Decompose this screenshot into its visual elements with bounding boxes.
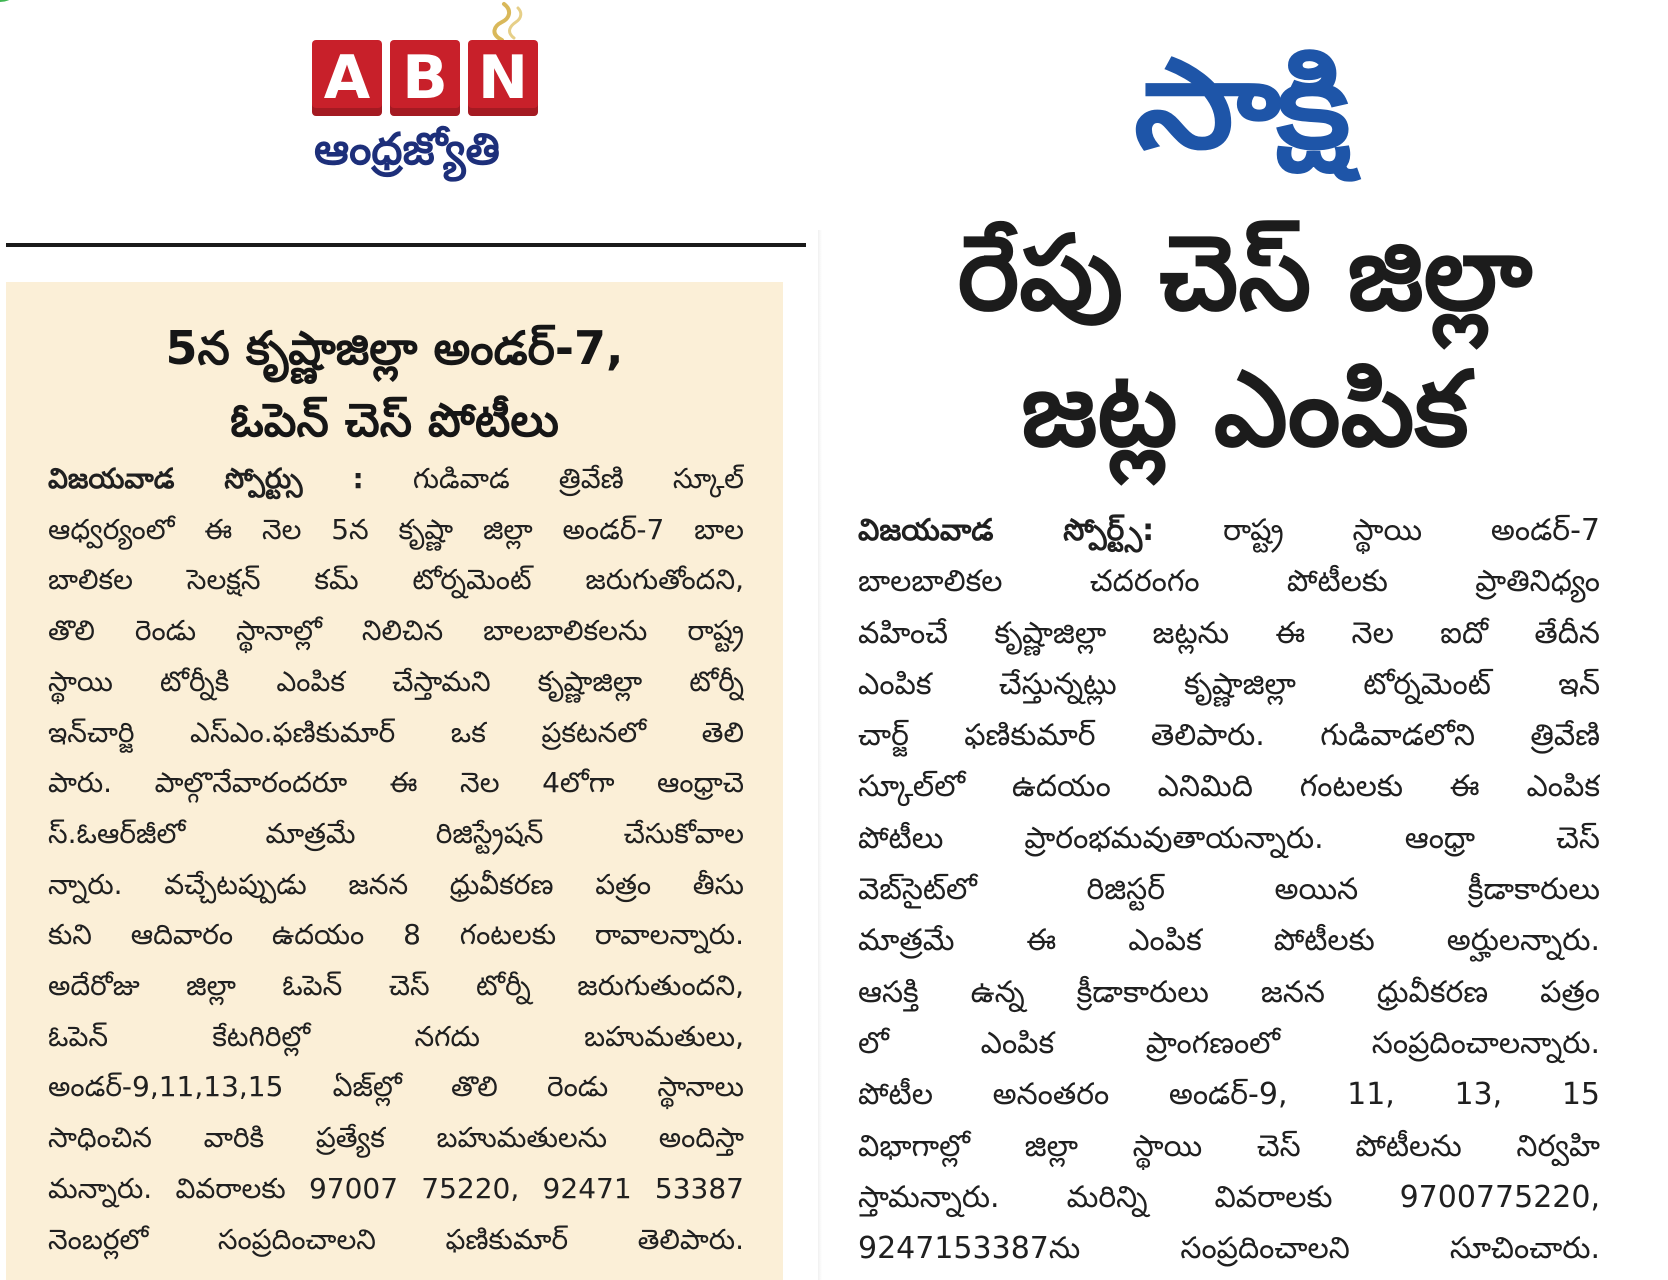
sakshi-body-line: స్కూల్‌లో ఉదయం ఎనిమిది గంటలకు ఈ ఎంపిక (858, 769, 1600, 805)
sakshi-article-body (858, 505, 1600, 1274)
abn-body-line: న్నారు. వచ్చేటప్పుడు జనన ధ్రువీకరణ పత్రం తీసు (48, 867, 744, 901)
abn-masthead-subtitle: ఆంధ్రజ్యోతి (314, 124, 500, 175)
cup-steam-icon (472, 0, 532, 42)
abn-body-line: సాధించిన వారికి ప్రత్యేక బహుమతులను అందిస్తా (48, 1121, 744, 1155)
sakshi-body-line: పోటీల అనంతరం అండర్‌-9, 11, 13, 15 (858, 1077, 1600, 1113)
sakshi-body-line: ఎంపిక చేస్తున్నట్లు కృష్ణాజిల్లా టోర్నమెంట్‌ ఇన్‌ (858, 666, 1600, 702)
abn-body-line: ఆధ్వర్యంలో ఈ నెల 5న కృష్ణా జిల్లా అండర్‌-7 బాల (48, 512, 744, 546)
sakshi-body-line: 9247153387ను సంప్రదించాలని సూచించారు. (858, 1231, 1600, 1267)
sakshi-body-line: విజయవాడ స్పోర్ట్స్‌: రాష్ట్ర స్థాయి అండర్‌-7 (858, 513, 1600, 548)
abn-body-line: కుని ఆదివారం ఉదయం 8 గంటలకు రావాలన్నారు. (48, 918, 744, 952)
abn-headline (6, 312, 783, 456)
abn-andhrajyothy-logo (312, 0, 552, 190)
abn-body-line: ఓపెన్‌ కేటగిరిల్లో నగదు బహుమతులు, (48, 1019, 744, 1053)
sakshi-headline-line-2: జట్ల ఎంపిక (1021, 348, 1469, 470)
abn-body-line: విజయవాడ స్పోర్ట్సు : గుడివాడ త్రివేణి స్కూల్‌ (48, 462, 744, 495)
sakshi-body-line: బాలబాలికల చదరంగం పోటీలకు ప్రాతినిధ్యం (858, 564, 1600, 600)
masthead-divider (6, 243, 806, 247)
abn-body-line: అదేరోజు జిల్లా ఓపెన్‌ చెస్‌ టోర్నీ జరుగుతుందని, (48, 969, 744, 1003)
sakshi-body-line: పోటీలు ప్రారంభమవుతాయన్నారు. ఆంధ్రా చెస్‌ (858, 820, 1600, 856)
sakshi-body-line: వెబ్‌సైట్‌లో రిజిస్టర్‌ అయిన క్రీడాకారులు (858, 872, 1600, 908)
abn-article-body (48, 454, 744, 1265)
column-separator (818, 230, 822, 1280)
abn-letter-boxes (312, 40, 538, 116)
abn-article (6, 282, 783, 1280)
sakshi-headline (830, 205, 1660, 477)
sakshi-logo: సాక్షి (1133, 33, 1347, 177)
abn-dateline: విజయవాడ స్పోర్ట్సు : (48, 462, 364, 495)
abn-body-line: నెంబర్లలో సంప్రదించాలని ఫణికుమార్‌ తెలిపారు. (48, 1222, 744, 1256)
sakshi-body-line: వహించే కృష్ణాజిల్లా జట్లను ఈ నెల ఐదో తేదీన (858, 615, 1600, 651)
abn-body-line: ఇన్‌చార్జి ఎస్‌ఎం.ఫణికుమార్‌ ఒక ప్రకటనలో తెలి (48, 715, 744, 749)
corner-badge (0, 0, 22, 2)
abn-body-line: స్‌.ఓఆర్‌జీలో మాత్రమే రిజిస్ట్రేషన్‌ చేసుకోవాల (48, 816, 744, 850)
abn-letter-b: B (390, 40, 460, 116)
sakshi-body-line: మాత్రమే ఈ ఎంపిక పోటీలకు అర్హులన్నారు. (858, 923, 1600, 959)
abn-body-line: బాలికల సెలక్షన్‌ కమ్‌ టోర్నమెంట్‌ జరుగుతోందని, (48, 563, 744, 597)
sakshi-body-line: ఆసక్తి ఉన్న క్రీడాకారులు జనన ధ్రువీకరణ పత్రం (858, 974, 1600, 1010)
abn-body-line: మన్నారు. వివరాలకు 97007 75220, 92471 53387 (48, 1171, 744, 1205)
abn-letter-a: A (312, 40, 382, 116)
sakshi-body-line: చార్జ్‌ ఫణికుమార్‌ తెలిపారు. గుడివాడలోని త్రివేణి (858, 718, 1600, 754)
sakshi-body-line: విభాగాల్లో జిల్లా స్థాయి చెస్‌ పోటీలను నిర్వహి (858, 1128, 1600, 1164)
abn-headline-line-1: 5న కృష్ణాజిల్లా అండర్‌-7, (165, 321, 624, 375)
abn-body-line: స్థాయి టోర్నీకి ఎంపిక చేస్తామని కృష్ణాజిల్లా టోర్నీ (48, 664, 744, 698)
abn-letter-n: N (468, 40, 538, 116)
abn-body-line: పారు. పాల్గొనేవారందరూ ఈ నెల 4లోగా ఆంధ్రాచె (48, 766, 744, 800)
abn-body-line: అండర్‌-9,11,13,15 ఏజ్‌ల్లో తొలి రెండు స్థానాలు (48, 1070, 744, 1104)
sakshi-body-line: లో ఎంపిక ప్రాంగణంలో సంప్రదించాలన్నారు. (858, 1025, 1600, 1061)
sakshi-headline-line-1: రేపు చెస్‌ జిల్లా (957, 212, 1533, 334)
abn-headline-line-2: ఓపెన్‌ చెస్‌ పోటీలు (230, 393, 559, 447)
sakshi-dateline: విజయవాడ స్పోర్ట్స్‌: (858, 513, 1155, 548)
abn-body-line: తొలి రెండు స్థానాల్లో నిలిచిన బాలబాలికలను రాష్ట్ర (48, 614, 744, 648)
sakshi-body-line: స్తామన్నారు. మరిన్ని వివరాలకు 9700775220, (858, 1179, 1600, 1215)
